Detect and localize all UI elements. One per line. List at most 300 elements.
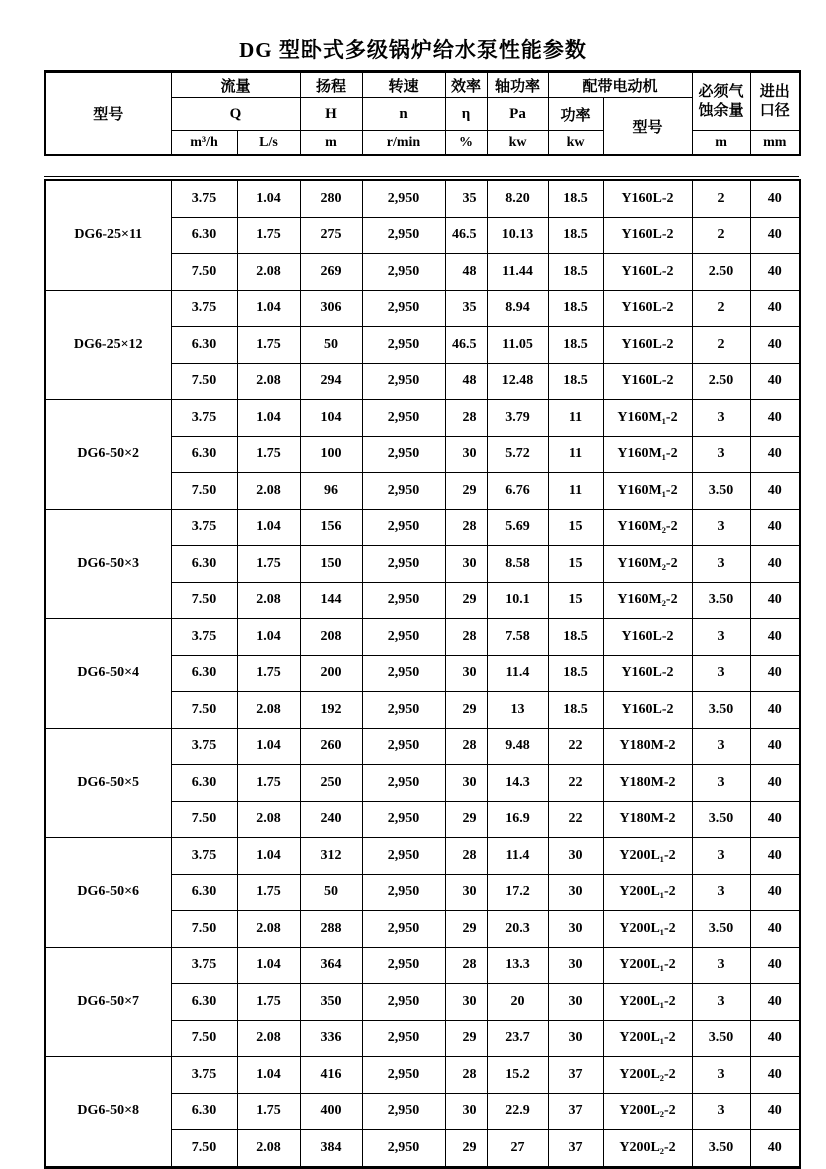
cell-shaft_kw: 5.69 [487,509,548,546]
cell-motor_model: Y160M₂-2 [603,546,692,583]
header-port-line2: 口径 [759,102,790,119]
header-shaft-power: 轴功率 [487,72,548,98]
cell-motor_model: Y160M₁-2 [603,473,692,510]
cell-npsh_m: 3 [692,400,750,437]
cell-npsh_m: 2.50 [692,254,750,291]
header-port-line1: 进出 [759,83,790,100]
cell-shaft_kw: 14.3 [487,765,548,802]
cell-flow_ls: 2.08 [237,1020,300,1057]
cell-flow_ls: 1.75 [237,655,300,692]
cell-head_m: 384 [300,1130,362,1168]
cell-eff_pct: 30 [445,546,487,583]
cell-motor_model: Y160M₂-2 [603,582,692,619]
cell-motor_model: Y200L₂-2 [603,1093,692,1130]
cell-head_m: 364 [300,947,362,984]
cell-npsh_m: 3.50 [692,801,750,838]
cell-speed_rmin: 2,950 [362,217,445,254]
cell-flow_ls: 1.04 [237,180,300,217]
cell-speed_rmin: 2,950 [362,327,445,364]
cell-shaft_kw: 11.05 [487,327,548,364]
cell-eff_pct: 48 [445,254,487,291]
data-table [44,179,801,1169]
cell-npsh_m: 3 [692,947,750,984]
header-npsh [692,72,750,131]
cell-motor_kw: 18.5 [548,619,603,656]
cell-flow_ls: 2.08 [237,801,300,838]
cell-speed_rmin: 2,950 [362,1020,445,1057]
cell-npsh_m: 3.50 [692,473,750,510]
cell-flow_ls: 1.04 [237,509,300,546]
cell-shaft_kw: 12.48 [487,363,548,400]
table-row [45,290,800,327]
cell-flow_m3h: 6.30 [171,655,237,692]
cell-motor_kw: 11 [548,400,603,437]
cell-head_m: 288 [300,911,362,948]
cell-motor_model: Y160M₁-2 [603,400,692,437]
cell-eff_pct: 28 [445,1057,487,1094]
cell-flow_ls: 2.08 [237,473,300,510]
cell-motor_model: Y180M-2 [603,765,692,802]
cell-flow_m3h: 3.75 [171,1057,237,1094]
table-row [45,180,800,217]
cell-motor_kw: 22 [548,801,603,838]
table-row [45,400,800,437]
cell-flow_ls: 2.08 [237,582,300,619]
cell-eff_pct: 30 [445,1093,487,1130]
cell-eff_pct: 28 [445,400,487,437]
cell-flow_ls: 1.04 [237,947,300,984]
cell-flow_m3h: 6.30 [171,436,237,473]
cell-shaft_kw: 5.72 [487,436,548,473]
cell-port_mm: 40 [750,217,800,254]
pump-model-cell: DG6-50×8 [45,1057,171,1168]
cell-port_mm: 40 [750,911,800,948]
cell-shaft_kw: 27 [487,1130,548,1168]
cell-speed_rmin: 2,950 [362,619,445,656]
cell-flow_ls: 2.08 [237,363,300,400]
cell-speed_rmin: 2,950 [362,984,445,1021]
cell-shaft_kw: 10.1 [487,582,548,619]
cell-port_mm: 40 [750,1057,800,1094]
cell-npsh_m: 3 [692,984,750,1021]
cell-shaft_kw: 8.94 [487,290,548,327]
header-unit-m: m [300,131,362,156]
header-unit-kw-motor: kw [548,131,603,156]
cell-port_mm: 40 [750,655,800,692]
cell-flow_ls: 2.08 [237,1130,300,1168]
cell-npsh_m: 3.50 [692,692,750,729]
cell-eff_pct: 28 [445,947,487,984]
cell-flow_m3h: 6.30 [171,546,237,583]
cell-speed_rmin: 2,950 [362,911,445,948]
cell-head_m: 50 [300,874,362,911]
table-row [45,728,800,765]
cell-speed_rmin: 2,950 [362,874,445,911]
cell-flow_m3h: 3.75 [171,509,237,546]
cell-motor_kw: 18.5 [548,327,603,364]
cell-head_m: 269 [300,254,362,291]
header-unit-pct: % [445,131,487,156]
cell-port_mm: 40 [750,180,800,217]
cell-npsh_m: 3.50 [692,911,750,948]
cell-eff_pct: 30 [445,765,487,802]
cell-motor_model: Y180M-2 [603,728,692,765]
cell-speed_rmin: 2,950 [362,838,445,875]
cell-npsh_m: 3.50 [692,1020,750,1057]
cell-flow_ls: 2.08 [237,254,300,291]
cell-shaft_kw: 17.2 [487,874,548,911]
cell-eff_pct: 46.5 [445,217,487,254]
cell-motor_model: Y160L-2 [603,363,692,400]
cell-motor_kw: 11 [548,473,603,510]
cell-port_mm: 40 [750,363,800,400]
cell-head_m: 144 [300,582,362,619]
cell-motor_kw: 15 [548,546,603,583]
cell-motor_model: Y160L-2 [603,327,692,364]
body-rows [45,180,800,1167]
cell-eff_pct: 35 [445,290,487,327]
pump-model-cell: DG6-50×3 [45,509,171,619]
cell-flow_ls: 1.04 [237,619,300,656]
cell-head_m: 96 [300,473,362,510]
cell-eff_pct: 29 [445,582,487,619]
cell-head_m: 275 [300,217,362,254]
cell-speed_rmin: 2,950 [362,400,445,437]
cell-eff_pct: 29 [445,1020,487,1057]
cell-head_m: 100 [300,436,362,473]
cell-flow_m3h: 6.30 [171,1093,237,1130]
header-unit-npsh-m: m [692,131,750,156]
cell-motor_kw: 30 [548,911,603,948]
cell-flow_m3h: 3.75 [171,290,237,327]
cell-flow_m3h: 6.30 [171,327,237,364]
cell-motor_model: Y160L-2 [603,692,692,729]
pump-model-cell: DG6-50×2 [45,400,171,510]
cell-shaft_kw: 20.3 [487,911,548,948]
cell-head_m: 200 [300,655,362,692]
cell-flow_ls: 1.04 [237,1057,300,1094]
cell-motor_model: Y160L-2 [603,619,692,656]
cell-flow_m3h: 6.30 [171,874,237,911]
cell-motor_model: Y200L₁-2 [603,838,692,875]
cell-port_mm: 40 [750,984,800,1021]
cell-head_m: 294 [300,363,362,400]
header-port [750,72,800,131]
cell-motor_kw: 30 [548,984,603,1021]
cell-motor_kw: 37 [548,1057,603,1094]
cell-port_mm: 40 [750,1020,800,1057]
cell-eff_pct: 29 [445,801,487,838]
header-flow: 流量 [171,72,300,98]
cell-flow_ls: 1.75 [237,546,300,583]
cell-npsh_m: 3 [692,509,750,546]
cell-head_m: 312 [300,838,362,875]
cell-eff_pct: 30 [445,984,487,1021]
header-unit-ls: L/s [237,131,300,156]
cell-motor_kw: 22 [548,728,603,765]
cell-shaft_kw: 11.44 [487,254,548,291]
cell-flow_ls: 1.75 [237,765,300,802]
cell-shaft_kw: 3.79 [487,400,548,437]
cell-shaft_kw: 13.3 [487,947,548,984]
table-row [45,1057,800,1094]
cell-shaft_kw: 9.48 [487,728,548,765]
cell-flow_ls: 1.04 [237,838,300,875]
cell-flow_m3h: 7.50 [171,363,237,400]
cell-head_m: 260 [300,728,362,765]
cell-motor_model: Y180M-2 [603,801,692,838]
cell-motor_model: Y200L₁-2 [603,947,692,984]
cell-flow_ls: 1.75 [237,984,300,1021]
cell-motor_kw: 30 [548,947,603,984]
cell-head_m: 104 [300,400,362,437]
pump-model-cell: DG6-50×4 [45,619,171,729]
cell-speed_rmin: 2,950 [362,254,445,291]
cell-shaft_kw: 22.9 [487,1093,548,1130]
cell-port_mm: 40 [750,1093,800,1130]
cell-flow_m3h: 6.30 [171,765,237,802]
cell-speed_rmin: 2,950 [362,473,445,510]
cell-speed_rmin: 2,950 [362,692,445,729]
cell-head_m: 280 [300,180,362,217]
header-efficiency-symbol: η [445,98,487,131]
cell-motor_kw: 37 [548,1130,603,1168]
table-row [45,838,800,875]
cell-motor_kw: 18.5 [548,254,603,291]
cell-shaft_kw: 20 [487,984,548,1021]
cell-speed_rmin: 2,950 [362,180,445,217]
cell-head_m: 208 [300,619,362,656]
cell-speed_rmin: 2,950 [362,509,445,546]
cell-eff_pct: 48 [445,363,487,400]
cell-speed_rmin: 2,950 [362,765,445,802]
cell-eff_pct: 35 [445,180,487,217]
cell-flow_m3h: 6.30 [171,984,237,1021]
pump-model-cell: DG6-50×6 [45,838,171,948]
cell-flow_m3h: 3.75 [171,180,237,217]
cell-speed_rmin: 2,950 [362,363,445,400]
cell-speed_rmin: 2,950 [362,436,445,473]
cell-speed_rmin: 2,950 [362,290,445,327]
cell-motor_model: Y200L₁-2 [603,874,692,911]
cell-port_mm: 40 [750,436,800,473]
header-unit-port-mm: mm [750,131,800,156]
cell-motor_model: Y160M₁-2 [603,436,692,473]
cell-port_mm: 40 [750,254,800,291]
table-header-section [44,70,799,156]
cell-shaft_kw: 8.58 [487,546,548,583]
table-row [45,947,800,984]
cell-flow_m3h: 7.50 [171,1130,237,1168]
cell-npsh_m: 3 [692,546,750,583]
cell-motor_model: Y160L-2 [603,254,692,291]
cell-speed_rmin: 2,950 [362,1130,445,1168]
pump-model-cell: DG6-50×5 [45,728,171,838]
cell-head_m: 416 [300,1057,362,1094]
cell-shaft_kw: 8.20 [487,180,548,217]
header-head: 扬程 [300,72,362,98]
cell-speed_rmin: 2,950 [362,1093,445,1130]
cell-npsh_m: 2 [692,217,750,254]
cell-head_m: 50 [300,327,362,364]
cell-eff_pct: 30 [445,874,487,911]
cell-flow_ls: 1.04 [237,728,300,765]
cell-motor_kw: 22 [548,765,603,802]
cell-npsh_m: 3 [692,655,750,692]
cell-motor_kw: 18.5 [548,363,603,400]
cell-motor_model: Y200L₂-2 [603,1057,692,1094]
cell-eff_pct: 28 [445,509,487,546]
cell-port_mm: 40 [750,692,800,729]
cell-npsh_m: 3 [692,1093,750,1130]
header-unit-rmin: r/min [362,131,445,156]
cell-head_m: 336 [300,1020,362,1057]
cell-eff_pct: 28 [445,619,487,656]
pump-model-cell: DG6-25×12 [45,290,171,400]
cell-port_mm: 40 [750,1130,800,1168]
cell-flow_ls: 1.04 [237,290,300,327]
cell-motor_kw: 30 [548,838,603,875]
cell-motor_kw: 18.5 [548,180,603,217]
cell-port_mm: 40 [750,765,800,802]
cell-flow_m3h: 3.75 [171,838,237,875]
header-speed: 转速 [362,72,445,98]
cell-npsh_m: 2.50 [692,363,750,400]
cell-flow_m3h: 3.75 [171,619,237,656]
cell-motor_model: Y200L₂-2 [603,1130,692,1168]
cell-flow_ls: 1.75 [237,1093,300,1130]
page-title: DG 型卧式多级锅炉给水泵性能参数 [239,38,587,62]
cell-npsh_m: 3 [692,728,750,765]
cell-shaft_kw: 15.2 [487,1057,548,1094]
cell-flow_m3h: 7.50 [171,473,237,510]
cell-shaft_kw: 10.13 [487,217,548,254]
cell-motor_model: Y160L-2 [603,217,692,254]
cell-eff_pct: 29 [445,1130,487,1168]
cell-npsh_m: 3 [692,619,750,656]
table-body-section [44,176,799,1169]
cell-head_m: 250 [300,765,362,802]
cell-speed_rmin: 2,950 [362,728,445,765]
cell-flow_m3h: 3.75 [171,400,237,437]
cell-shaft_kw: 6.76 [487,473,548,510]
header-shaft-power-symbol: Pa [487,98,548,131]
cell-npsh_m: 3 [692,838,750,875]
cell-npsh_m: 2 [692,290,750,327]
cell-motor_model: Y160L-2 [603,655,692,692]
cell-motor_kw: 15 [548,509,603,546]
cell-flow_m3h: 7.50 [171,911,237,948]
cell-port_mm: 40 [750,619,800,656]
cell-port_mm: 40 [750,546,800,583]
cell-motor_model: Y160M₂-2 [603,509,692,546]
cell-head_m: 150 [300,546,362,583]
cell-port_mm: 40 [750,838,800,875]
cell-port_mm: 40 [750,327,800,364]
cell-motor_kw: 18.5 [548,692,603,729]
cell-head_m: 306 [300,290,362,327]
cell-port_mm: 40 [750,728,800,765]
cell-shaft_kw: 13 [487,692,548,729]
cell-eff_pct: 29 [445,692,487,729]
cell-npsh_m: 3.50 [692,582,750,619]
cell-motor_kw: 11 [548,436,603,473]
cell-flow_ls: 1.75 [237,436,300,473]
cell-port_mm: 40 [750,801,800,838]
cell-motor_kw: 37 [548,1093,603,1130]
cell-shaft_kw: 16.9 [487,801,548,838]
cell-motor_model: Y160L-2 [603,180,692,217]
cell-head_m: 240 [300,801,362,838]
header-npsh-line2: 蚀余量 [698,102,744,119]
cell-motor_model: Y200L₁-2 [603,1020,692,1057]
cell-npsh_m: 3 [692,436,750,473]
cell-flow_m3h: 6.30 [171,217,237,254]
cell-flow_ls: 2.08 [237,692,300,729]
cell-flow_ls: 1.75 [237,874,300,911]
cell-eff_pct: 30 [445,436,487,473]
cell-shaft_kw: 11.4 [487,655,548,692]
header-motor: 配带电动机 [548,72,692,98]
header-npsh-line1: 必须气 [698,83,744,100]
cell-motor_kw: 18.5 [548,290,603,327]
cell-eff_pct: 28 [445,728,487,765]
cell-speed_rmin: 2,950 [362,1057,445,1094]
cell-motor_kw: 15 [548,582,603,619]
table-row [45,619,800,656]
header-table [44,70,801,156]
cell-flow_m3h: 7.50 [171,582,237,619]
header-unit-m3h: m³/h [171,131,237,156]
cell-port_mm: 40 [750,582,800,619]
cell-head_m: 192 [300,692,362,729]
cell-eff_pct: 30 [445,655,487,692]
cell-flow_ls: 1.75 [237,217,300,254]
cell-port_mm: 40 [750,290,800,327]
header-efficiency: 效率 [445,72,487,98]
cell-eff_pct: 28 [445,838,487,875]
cell-eff_pct: 29 [445,473,487,510]
cell-port_mm: 40 [750,509,800,546]
header-motor-power: 功率 [548,98,603,131]
cell-speed_rmin: 2,950 [362,801,445,838]
cell-flow_ls: 2.08 [237,911,300,948]
cell-npsh_m: 3.50 [692,1130,750,1168]
cell-shaft_kw: 11.4 [487,838,548,875]
cell-shaft_kw: 23.7 [487,1020,548,1057]
cell-npsh_m: 2 [692,180,750,217]
cell-motor_kw: 30 [548,1020,603,1057]
cell-motor_kw: 18.5 [548,217,603,254]
cell-motor_model: Y200L₁-2 [603,911,692,948]
header-motor-model: 型号 [603,98,692,156]
cell-flow_m3h: 3.75 [171,728,237,765]
header-model: 型号 [45,72,171,156]
cell-flow_m3h: 7.50 [171,1020,237,1057]
cell-shaft_kw: 7.58 [487,619,548,656]
cell-port_mm: 40 [750,473,800,510]
cell-head_m: 350 [300,984,362,1021]
header-speed-symbol: n [362,98,445,131]
cell-speed_rmin: 2,950 [362,947,445,984]
pump-model-cell: DG6-25×11 [45,180,171,290]
cell-head_m: 400 [300,1093,362,1130]
cell-flow_m3h: 7.50 [171,692,237,729]
header-flow-symbol: Q [171,98,300,131]
cell-eff_pct: 46.5 [445,327,487,364]
cell-npsh_m: 3 [692,874,750,911]
cell-flow_m3h: 7.50 [171,801,237,838]
